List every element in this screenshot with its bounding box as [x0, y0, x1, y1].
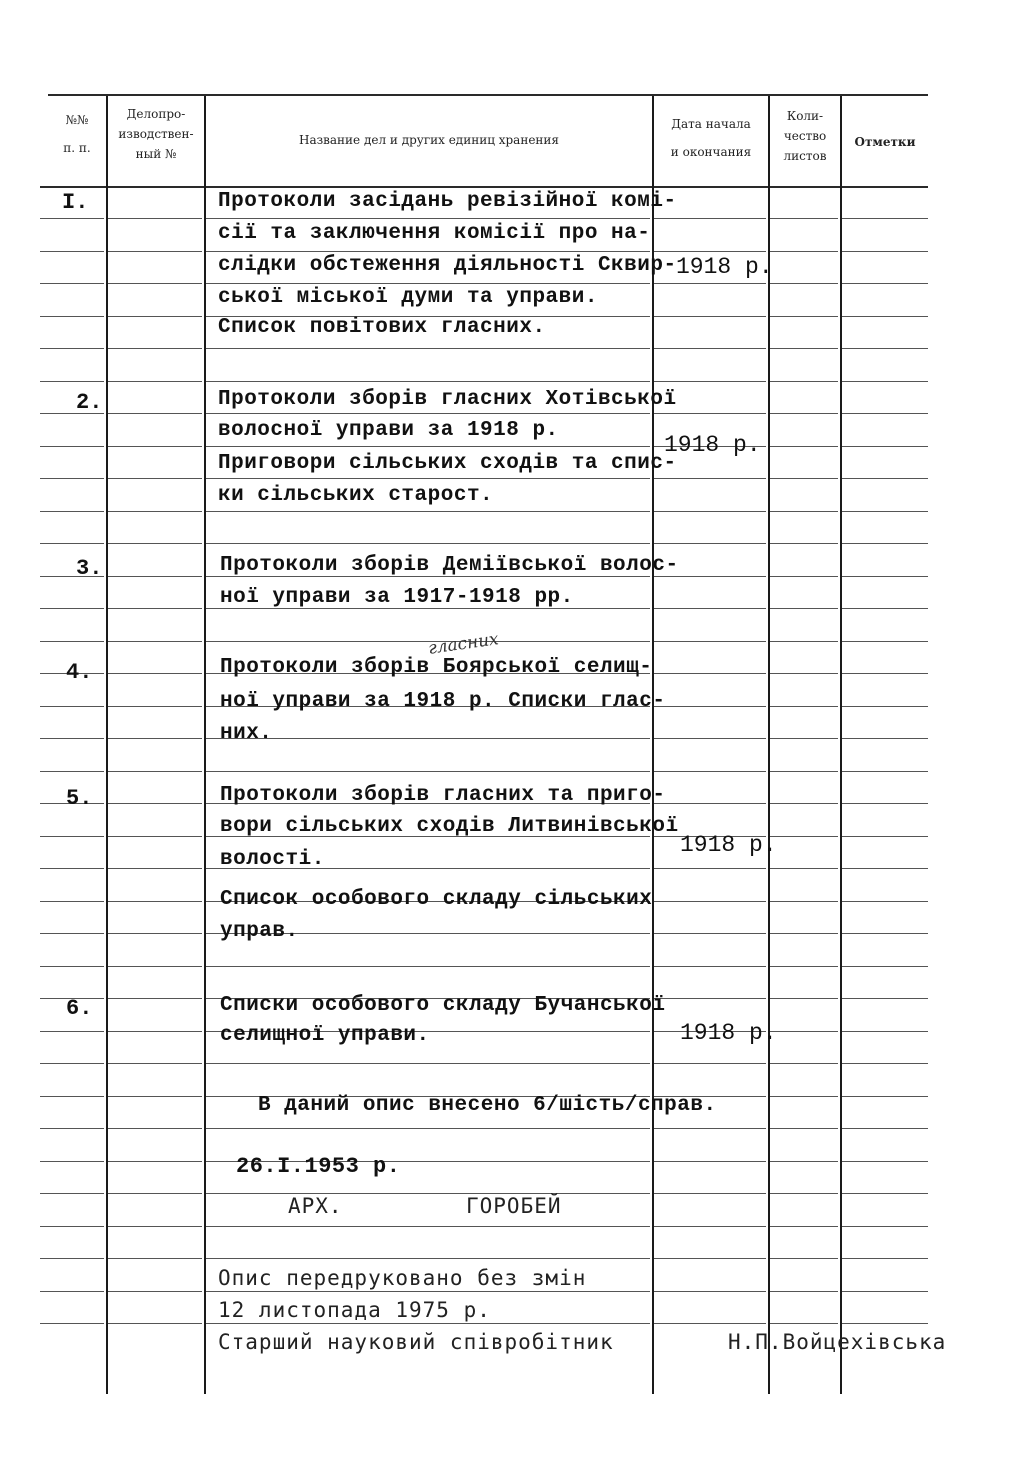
ruled-line [770, 673, 838, 674]
ruled-line [842, 608, 928, 609]
ruled-line [108, 771, 202, 772]
ruled-line [108, 1226, 202, 1227]
column-divider [204, 96, 206, 1394]
ruled-line [770, 738, 838, 739]
ruled-line [654, 1063, 766, 1064]
ruled-line [40, 608, 104, 609]
ruled-line [40, 966, 104, 967]
ruled-line [654, 381, 766, 382]
ruled-line [770, 478, 838, 479]
ruled-line [108, 348, 202, 349]
entry-5-number: 5. [66, 786, 93, 811]
ruled-line [842, 511, 928, 512]
entry-2-line-3: Приговори сільських сходів та спис- [218, 452, 677, 475]
ruled-line [206, 966, 650, 967]
ruled-line [40, 1063, 104, 1064]
ruled-line [842, 868, 928, 869]
ruled-line [770, 641, 838, 642]
ruled-line [108, 706, 202, 707]
ruled-line [206, 1291, 650, 1292]
ruled-line [108, 803, 202, 804]
entry-2-line-1: Протоколи зборів гласних Хотівської [218, 388, 677, 411]
ruled-line [842, 836, 928, 837]
header-top-rule [48, 94, 928, 96]
ruled-line [770, 1096, 838, 1097]
column-divider [652, 96, 654, 1394]
ruled-line [108, 836, 202, 837]
entry-5-line-4: Список особового складу сільських [220, 888, 653, 911]
ruled-line [770, 1063, 838, 1064]
ruled-line [842, 1161, 928, 1162]
entry-4-line-2: ної управи за 1918 р. Списки глас- [220, 690, 666, 713]
ruled-line [40, 1291, 104, 1292]
entry-3-line-2: ної управи за 1917-1918 рр. [220, 586, 574, 609]
ruled-line [654, 218, 766, 219]
ruled-line [206, 1323, 650, 1324]
archivist-name: ГОРОБЕЙ [466, 1194, 562, 1218]
ruled-line [842, 771, 928, 772]
ruled-line [108, 966, 202, 967]
entry-2-line-4: ки сільських старост. [218, 484, 494, 507]
ruled-line [842, 348, 928, 349]
ruled-line [108, 868, 202, 869]
ruled-line [770, 1193, 838, 1194]
ruled-line [654, 706, 766, 707]
ruled-line [842, 933, 928, 934]
ruled-line [842, 901, 928, 902]
ruled-line [770, 251, 838, 252]
ruled-line [654, 1226, 766, 1227]
column-divider [840, 96, 842, 1394]
ruled-line [40, 251, 104, 252]
ruled-line [108, 738, 202, 739]
entry-6-date: 1918 р. [680, 1020, 777, 1046]
ruled-line [108, 901, 202, 902]
reprint-signatory: Н.П.Войцехівська [728, 1330, 947, 1354]
reprint-line-2: 12 листопада 1975 р. [218, 1298, 491, 1322]
ruled-line [40, 706, 104, 707]
ruled-line [108, 381, 202, 382]
ruled-line [770, 1031, 838, 1032]
ruled-line [770, 576, 838, 577]
entry-4-handwritten-insert: гласних [426, 629, 500, 659]
ruled-line [842, 413, 928, 414]
ruled-line [842, 316, 928, 317]
ruled-line [40, 933, 104, 934]
ruled-line [654, 738, 766, 739]
ruled-line [108, 446, 202, 447]
ruled-line [842, 966, 928, 967]
header-office-number-cell [108, 104, 204, 164]
entry-5-line-5: управ. [220, 920, 299, 943]
ruled-line [654, 1161, 766, 1162]
ruled-line [842, 706, 928, 707]
ruled-line [654, 316, 766, 317]
ruled-line [40, 1161, 104, 1162]
header-bottom-rule [40, 186, 928, 188]
entry-4-number: 4. [66, 660, 93, 685]
ruled-line [770, 901, 838, 902]
ruled-line [842, 1031, 928, 1032]
ruled-line [770, 413, 838, 414]
entry-6-line-1: Списки особового складу Бучанської [220, 994, 666, 1017]
entry-5-line-2: вори сільських сходів Литвинівської [220, 815, 679, 838]
ruled-line [842, 283, 928, 284]
ruled-line [842, 251, 928, 252]
entry-1-line-4: ської міської думи та управи. [218, 286, 598, 309]
ruled-line [842, 543, 928, 544]
ruled-line [842, 218, 928, 219]
ruled-line [206, 251, 650, 252]
reprint-line-1: Опис передруковано без змін [218, 1266, 587, 1290]
entry-3-line-1: Протоколи зборів Деміївської волос- [220, 554, 679, 577]
ruled-line [654, 1128, 766, 1129]
header-dates-line1: Дата начала [671, 117, 751, 131]
ruled-line [842, 1258, 928, 1259]
ruled-line [654, 1291, 766, 1292]
ruled-line [654, 1258, 766, 1259]
ruled-line [770, 1128, 838, 1129]
ruled-line [770, 836, 838, 837]
ruled-line [40, 1226, 104, 1227]
ruled-line [40, 218, 104, 219]
ruled-line [40, 348, 104, 349]
ruled-line [206, 1128, 650, 1129]
ruled-line [206, 348, 650, 349]
entry-1-line-3: слідки обстеження діяльності Сквир- [218, 254, 677, 277]
ruled-line [842, 1063, 928, 1064]
ruled-line [108, 1258, 202, 1259]
ruled-line [770, 446, 838, 447]
ruled-line [206, 511, 650, 512]
ruled-line [770, 868, 838, 869]
reprint-position: Старший науковий співробітник [218, 1330, 614, 1354]
entry-4-line-1: Протоколи зборів Боярської селищ- [220, 656, 653, 679]
ruled-line [206, 381, 650, 382]
archivist-title: АРХ. [288, 1194, 343, 1218]
ruled-line [40, 641, 104, 642]
ruled-line [654, 511, 766, 512]
entry-5-line-1: Протоколи зборів гласних та приго- [220, 784, 666, 807]
ruled-line [654, 543, 766, 544]
ruled-line [108, 608, 202, 609]
ruled-line [842, 998, 928, 999]
ruled-line [654, 478, 766, 479]
ruled-line [40, 316, 104, 317]
ruled-line [842, 1096, 928, 1097]
entry-1-date: 1918 р. [676, 254, 773, 280]
ruled-line [108, 576, 202, 577]
ruled-line [206, 738, 650, 739]
ruled-line [108, 673, 202, 674]
ruled-line [770, 511, 838, 512]
ruled-line [842, 1291, 928, 1292]
ruled-line [108, 413, 202, 414]
ruled-line [654, 1323, 766, 1324]
ruled-line [206, 283, 650, 284]
entry-1-line-2: сії та заключення комісії про на- [218, 222, 651, 245]
ruled-line [654, 771, 766, 772]
column-divider [106, 96, 108, 1394]
inventory-summary: В даний опис внесено 6/шість/справ. [258, 1094, 717, 1117]
header-office-line1: Делопро- [126, 107, 186, 121]
ruled-line [654, 413, 766, 414]
ruled-line [40, 836, 104, 837]
ruled-line [206, 543, 650, 544]
ruled-line [40, 1258, 104, 1259]
ruled-line [40, 1031, 104, 1032]
ruled-line [770, 1161, 838, 1162]
ruled-line [40, 446, 104, 447]
ruled-line [108, 998, 202, 999]
ruled-line [654, 641, 766, 642]
ruled-line [108, 1291, 202, 1292]
ruled-line [108, 1128, 202, 1129]
ruled-line [654, 673, 766, 674]
ruled-line [40, 478, 104, 479]
ruled-line [108, 478, 202, 479]
ruled-line [842, 381, 928, 382]
ruled-line [654, 251, 766, 252]
ruled-line [770, 966, 838, 967]
header-number-line1: №№ [65, 113, 89, 127]
header-office-line2: изводствен- [118, 127, 194, 141]
ruled-line [108, 1031, 202, 1032]
ruled-line [654, 966, 766, 967]
column-divider [768, 96, 770, 1394]
ruled-line [654, 998, 766, 999]
ruled-line [770, 218, 838, 219]
ruled-line [108, 1063, 202, 1064]
entry-2-date: 1918 р. [664, 432, 761, 458]
ruled-line [842, 1193, 928, 1194]
header-number-cell [48, 110, 106, 158]
ruled-line [654, 933, 766, 934]
ruled-line [108, 1096, 202, 1097]
header-sheets-line3: листов [783, 149, 827, 163]
ruled-line [770, 998, 838, 999]
ruled-line [206, 478, 650, 479]
header-sheets-cell [770, 106, 840, 166]
ruled-line [654, 283, 766, 284]
ruled-line [654, 901, 766, 902]
ruled-line [108, 543, 202, 544]
ruled-line [40, 738, 104, 739]
ruled-line [206, 1193, 650, 1194]
ruled-line [842, 478, 928, 479]
entry-3-number: 3. [76, 556, 103, 581]
ruled-line [770, 543, 838, 544]
ruled-line [654, 868, 766, 869]
ruled-line [842, 576, 928, 577]
ruled-line [40, 901, 104, 902]
ruled-line [206, 1258, 650, 1259]
ruled-line [40, 771, 104, 772]
entry-4-line-3: них. [220, 722, 273, 745]
entry-5-date: 1918 р. [680, 832, 777, 858]
ruled-line [108, 283, 202, 284]
inventory-date: 26.I.1953 р. [236, 1154, 401, 1179]
ruled-line [108, 1193, 202, 1194]
ruled-line [842, 803, 928, 804]
ruled-line [40, 1096, 104, 1097]
header-number-line2: п. п. [63, 141, 91, 155]
ruled-line [770, 316, 838, 317]
ruled-line [770, 1291, 838, 1292]
entry-5-line-3: волості. [220, 848, 325, 871]
ruled-line [108, 1161, 202, 1162]
ruled-line [654, 348, 766, 349]
ruled-line [842, 1128, 928, 1129]
ruled-line [770, 283, 838, 284]
ruled-line [206, 1226, 650, 1227]
ruled-line [770, 1226, 838, 1227]
ruled-line [108, 511, 202, 512]
ruled-line [40, 283, 104, 284]
ruled-line [770, 1323, 838, 1324]
ruled-line [654, 608, 766, 609]
ruled-line [770, 933, 838, 934]
ruled-line [108, 316, 202, 317]
ruled-line [654, 803, 766, 804]
ruled-line [40, 1193, 104, 1194]
entry-1-line-1: Протоколи засідань ревізійної комі- [218, 190, 677, 213]
ruled-line [770, 803, 838, 804]
ruled-line [108, 641, 202, 642]
entry-1-number: I. [62, 190, 89, 215]
ruled-line [40, 868, 104, 869]
header-notes-cell: Отметки [854, 135, 916, 149]
ruled-line [654, 1193, 766, 1194]
header-dates-line2: и окончания [670, 145, 752, 159]
entry-2-line-2: волосної управи за 1918 р. [218, 419, 559, 442]
entry-2-number: 2. [76, 390, 103, 415]
ruled-line [206, 1063, 650, 1064]
header-title-cell: Название дел и других единиц хранения [298, 133, 559, 147]
ruled-line [842, 1226, 928, 1227]
ruled-line [770, 608, 838, 609]
header-office-line3: ный № [135, 147, 177, 161]
ruled-line [842, 446, 928, 447]
entry-1-line-5: Список повітових гласних. [218, 316, 546, 339]
entry-6-number: 6. [66, 996, 93, 1021]
ruled-line [108, 218, 202, 219]
ruled-line [40, 381, 104, 382]
ruled-line [770, 1258, 838, 1259]
ruled-line [40, 543, 104, 544]
ruled-line [842, 738, 928, 739]
ruled-line [108, 1323, 202, 1324]
ruled-line [206, 218, 650, 219]
ruled-line [40, 1323, 104, 1324]
ruled-line [108, 251, 202, 252]
ruled-line [842, 641, 928, 642]
header-sheets-line1: Коли- [786, 109, 824, 123]
ruled-line [770, 706, 838, 707]
ruled-line [770, 771, 838, 772]
ruled-line [206, 413, 650, 414]
ruled-line [206, 771, 650, 772]
header-dates-cell [654, 114, 768, 162]
ruled-line [40, 1128, 104, 1129]
ruled-line [40, 511, 104, 512]
ruled-line [108, 933, 202, 934]
ruled-line [842, 1323, 928, 1324]
entry-6-line-2: селищної управи. [220, 1024, 430, 1047]
header-sheets-line2: чество [783, 129, 827, 143]
ruled-line [842, 673, 928, 674]
ruled-line [770, 348, 838, 349]
ruled-line [206, 446, 650, 447]
ruled-line [770, 381, 838, 382]
